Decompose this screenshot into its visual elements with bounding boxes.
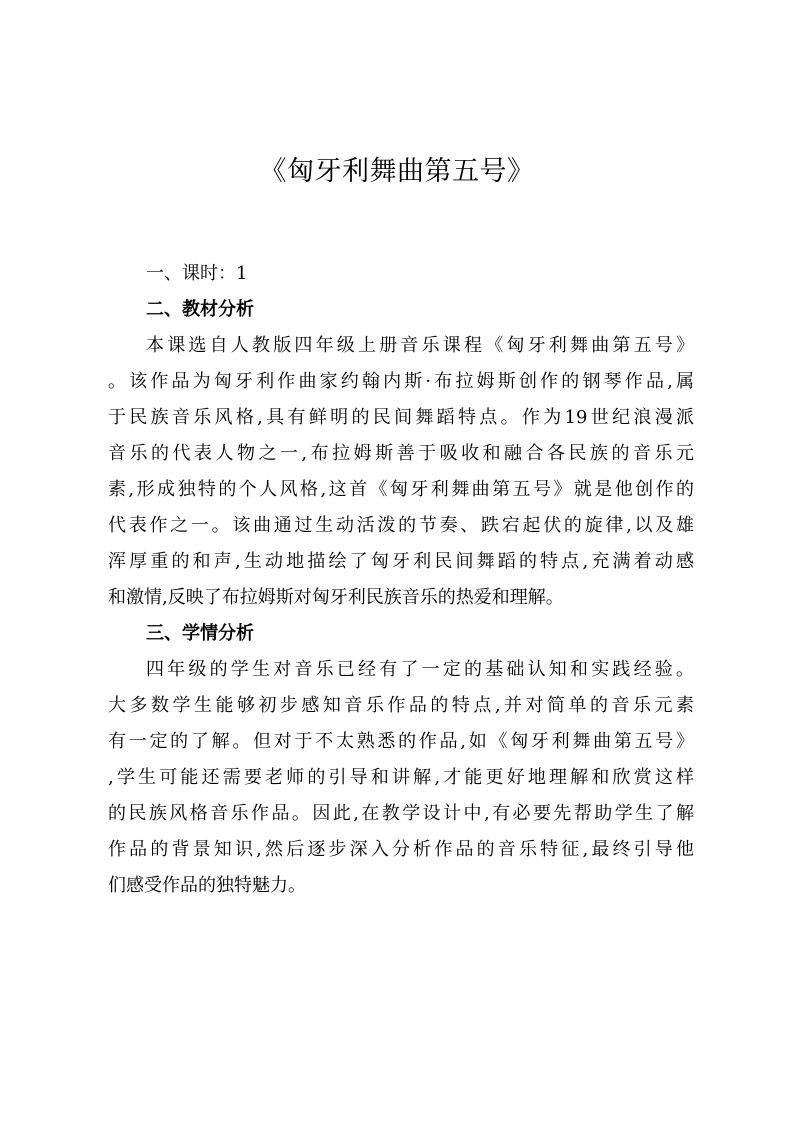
document-body: [108, 256, 694, 904]
paragraph-line: 作品的背景知识,然后逐步深入分析作品的音乐特征,最终引导他: [108, 839, 694, 860]
document-title: 《匈牙利舞曲第五号》: [259, 156, 535, 187]
paragraph-learner-analysis: [108, 652, 694, 904]
paragraph-line: 代表作之一。该曲通过生动活泼的节奏、跌宕起伏的旋律,以及雄: [108, 515, 694, 536]
paragraph-line: 。该作品为匈牙利作曲家约翰内斯·布拉姆斯创作的钢琴作品,属: [108, 371, 694, 392]
paragraph-line: 本课选自人教版四年级上册音乐课程《匈牙利舞曲第五号》: [146, 335, 694, 356]
section-heading-learner-analysis: 三、学情分析: [146, 623, 254, 644]
paragraph-line: 有一定的了解。但对于不太熟悉的作品,如《匈牙利舞曲第五号》: [108, 731, 694, 752]
paragraph-line: 于民族音乐风格,具有鲜明的民间舞蹈特点。作为19世纪浪漫派: [108, 407, 694, 428]
paragraph-line: 和激情,反映了布拉姆斯对匈牙利民族音乐的热爱和理解。: [108, 587, 564, 608]
paragraph-line: 音乐的代表人物之一,布拉姆斯善于吸收和融合各民族的音乐元: [108, 443, 694, 464]
section-heading-textbook-analysis: 二、教材分析: [146, 299, 254, 320]
paragraph-line: 的民族风格音乐作品。因此,在教学设计中,有必要先帮助学生了解: [108, 803, 694, 824]
paragraph-line: 大多数学生能够初步感知音乐作品的特点,并对简单的音乐元素: [108, 695, 694, 716]
section-class-hours: 一、课时：1: [146, 263, 248, 284]
paragraph-line: 浑厚重的和声,生动地描绘了匈牙利民间舞蹈的特点,充满着动感: [108, 551, 694, 572]
paragraph-textbook-analysis: [108, 328, 694, 616]
paragraph-line: ,学生可能还需要老师的引导和讲解,才能更好地理解和欣赏这样: [108, 767, 694, 788]
paragraph-line: 素,形成独特的个人风格,这首《匈牙利舞曲第五号》就是他创作的: [108, 479, 694, 500]
paragraph-line: 们感受作品的独特魅力。: [108, 875, 306, 896]
paragraph-line: 四年级的学生对音乐已经有了一定的基础认知和实践经验。: [146, 659, 694, 680]
